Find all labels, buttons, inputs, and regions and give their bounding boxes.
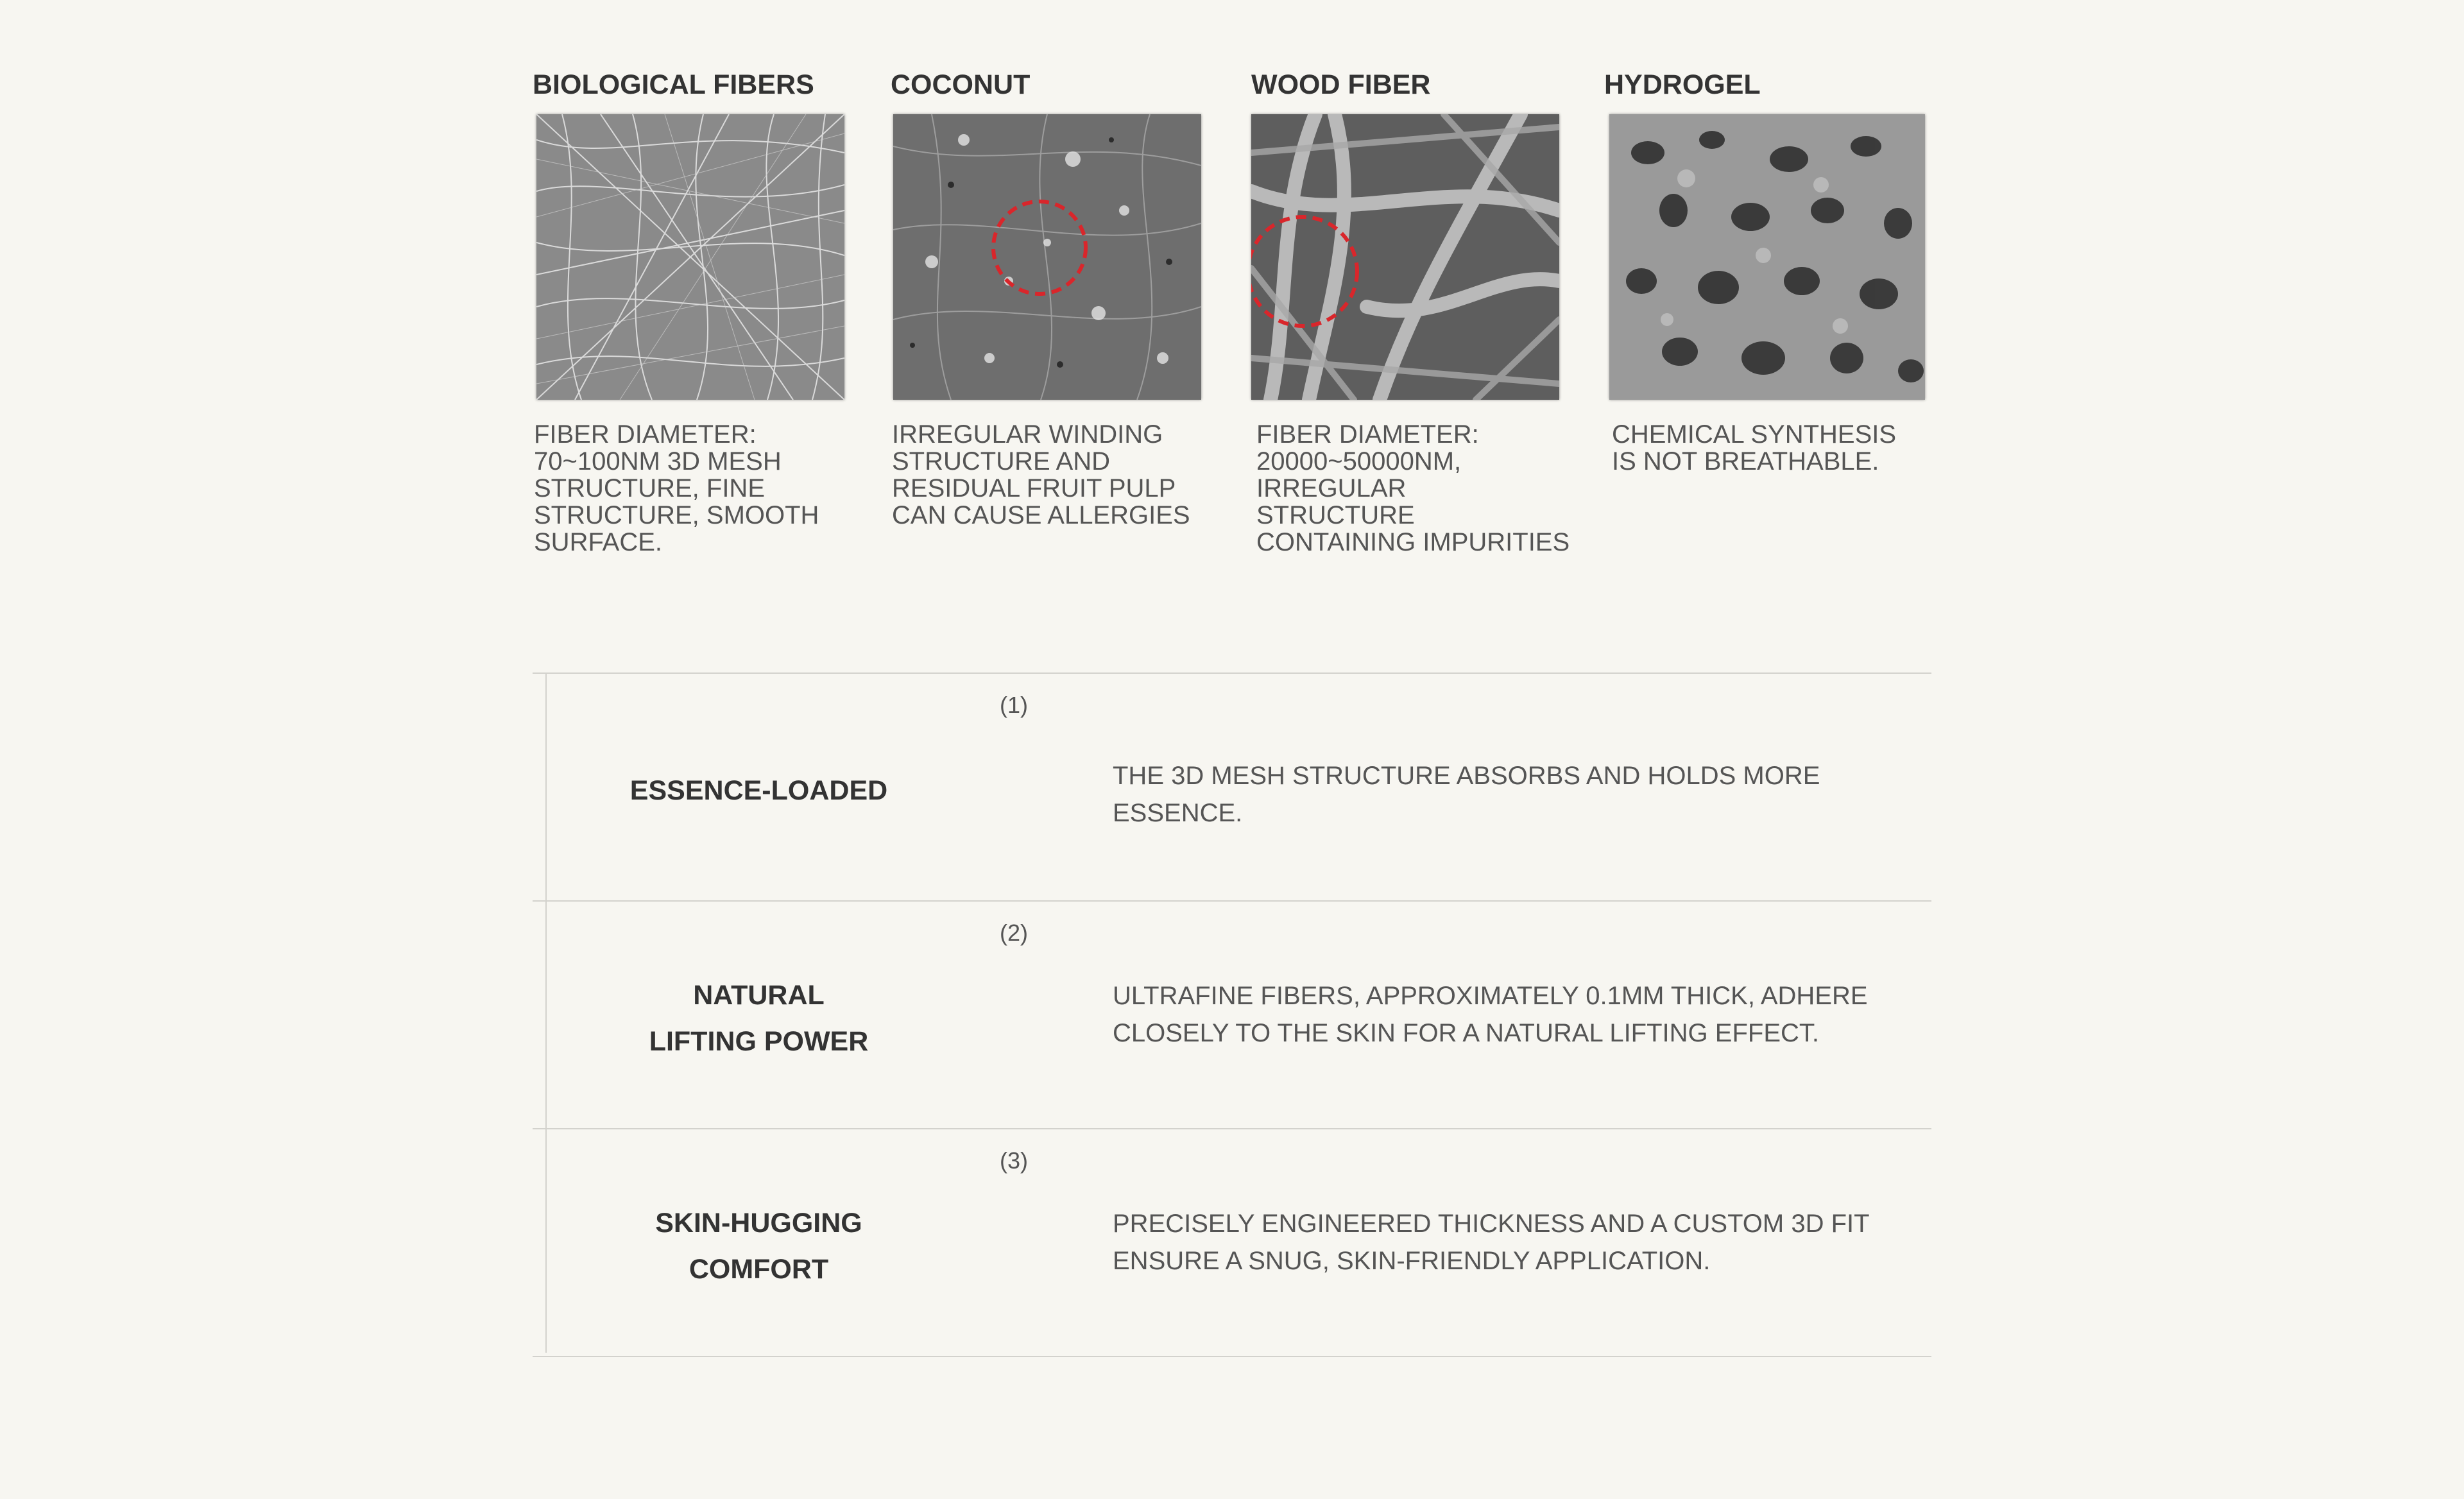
feature-name: SKIN-HUGGING COMFORT xyxy=(655,1208,862,1285)
fiber-title: BIOLOGICAL FIBERS xyxy=(533,69,814,100)
fiber-title: WOOD FIBER xyxy=(1251,69,1431,100)
feature-detail: THE 3D MESH STRUCTURE ABSORBS AND HOLDS MORE ESSENCE. xyxy=(1113,762,1820,827)
wood-fiber-sem-image xyxy=(1251,114,1559,400)
feature-name: ESSENCE-LOADED xyxy=(629,775,888,806)
feature-number: (3) xyxy=(1000,1147,1028,1174)
fiber-description: IRREGULAR WINDING STRUCTURE AND RESIDUAL FRUIT PULP CAN CAUSE ALLERGIES xyxy=(892,420,1190,529)
hydrogel-sem-image xyxy=(1609,114,1925,400)
biological-fiber-sem-image xyxy=(536,114,844,400)
table-row xyxy=(533,672,1931,900)
fiber-description: CHEMICAL SYNTHESIS IS NOT BREATHABLE. xyxy=(1612,420,1897,475)
fiber-card-wood xyxy=(1251,69,1572,556)
feature-table xyxy=(533,672,1931,1357)
feature-detail: PRECISELY ENGINEERED THICKNESS AND A CUSTOM 3D FIT ENSURE A SNUG, SKIN-FRIENDLY APPLICATION. xyxy=(1113,1210,1869,1275)
table-row xyxy=(533,1128,1931,1357)
fiber-card-biological xyxy=(533,69,853,556)
fiber-title: HYDROGEL xyxy=(1604,69,1761,100)
feature-number: (2) xyxy=(1000,920,1028,946)
fiber-card-hydrogel xyxy=(1604,69,1925,475)
table-row xyxy=(533,900,1931,1128)
fiber-description: FIBER DIAMETER: 20000~50000NM, IRREGULAR STRUCTURE CONTAINING IMPURITIES xyxy=(1256,420,1570,556)
feature-number: (1) xyxy=(1000,692,1028,718)
fiber-title: COCONUT xyxy=(891,69,1031,100)
feature-name: NATURAL LIFTING POWER xyxy=(649,980,869,1057)
coconut-fiber-sem-image xyxy=(893,114,1201,400)
feature-detail: ULTRAFINE FIBERS, APPROXIMATELY 0.1MM THICK, ADHERE CLOSELY TO THE SKIN FOR A NATURAL LIFTING EFFECT. xyxy=(1113,982,1868,1047)
fiber-description: FIBER DIAMETER: 70~100NM 3D MESH STRUCTURE, FINE STRUCTURE, SMOOTH SURFACE. xyxy=(534,420,819,556)
fiber-card-coconut xyxy=(891,69,1211,529)
